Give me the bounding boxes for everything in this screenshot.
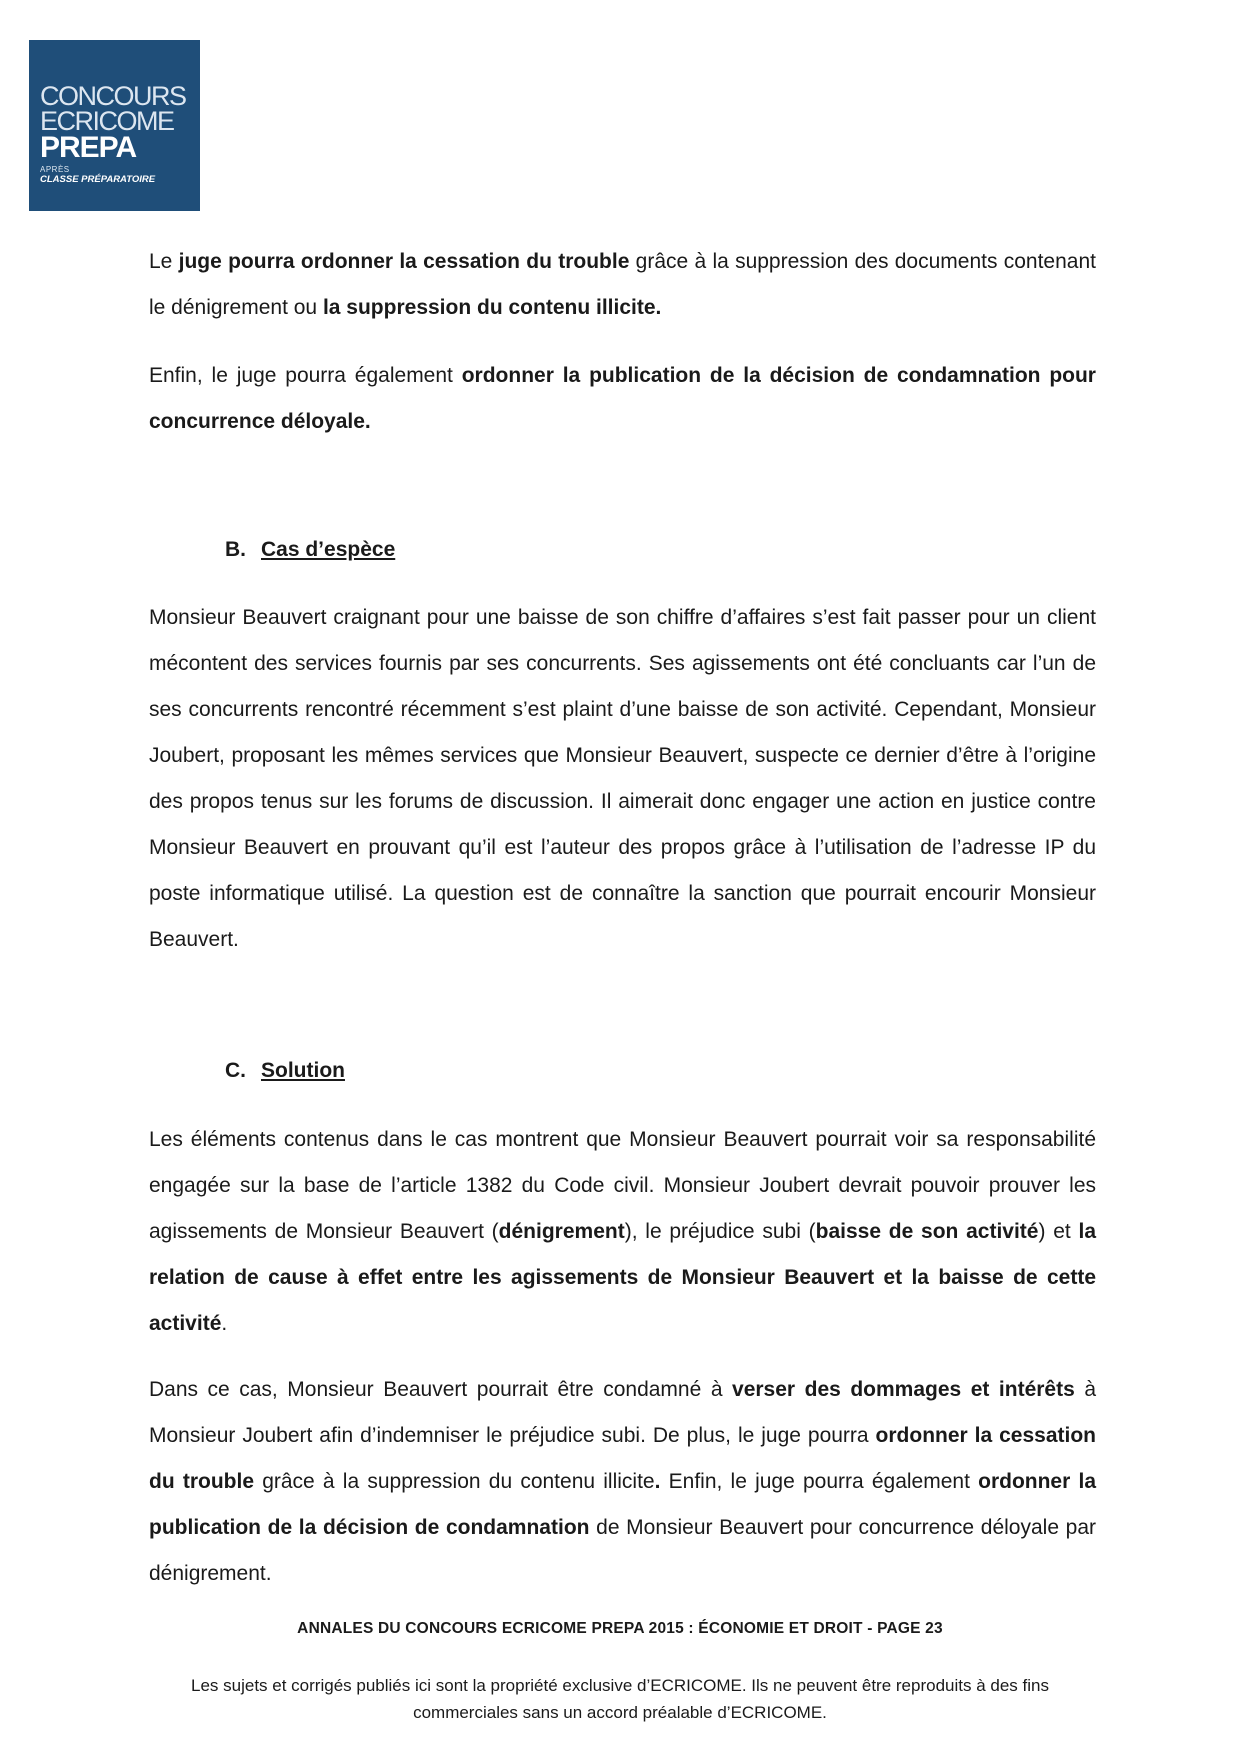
section-title: Cas d’espèce — [261, 538, 396, 561]
bold-text: dénigrement — [498, 1220, 625, 1243]
section-number: B. — [225, 538, 246, 561]
ecricome-logo — [29, 40, 200, 211]
bold-text: la relation de cause à effet entre les agissements de Monsieur Beauvert et la baisse de cette activité — [149, 1220, 1096, 1335]
section-heading-c — [225, 1059, 345, 1083]
bold-text: baisse de son activité — [815, 1220, 1039, 1243]
logo-line-concours: CONCOURS — [40, 81, 186, 111]
section-number: C. — [225, 1059, 246, 1082]
paragraph-condamnation — [149, 1367, 1096, 1597]
logo-line-classe: CLASSE PRÉPARATOIRE — [40, 174, 156, 185]
bold-text: juge pourra ordonner la cessation du trouble — [178, 250, 630, 273]
logo-line-prepa: PREPA — [40, 131, 137, 164]
logo-line-ecricome: ECRICOME — [40, 106, 174, 136]
paragraph-cas-espece: Monsieur Beauvert craignant pour une baisse de son chiffre d’affaires s’est fait passer pour un client mécontent des services fournis par ses concurrents. Ses agissements ont été concluants car l’un de ses concurrents rencontré récemment s’est plaint d’une baisse de son activité. Cependant, Monsieur Joubert, proposant les mêmes services que Monsieur Beauvert, suspecte ce dernier d’être à l’origine des propos tenus sur les forums de discussion. Il aimerait donc engager une action en justice contre Monsieur Beauvert en prouvant qu’il est l’auteur des propos grâce à l’utilisation de l’adresse IP du poste informatique utilisé. La question est de connaître la sanction que pourrait encourir Monsieur Beauvert. — [149, 606, 1096, 951]
text: grâce à la suppression des documents contenant le dénigrement ou — [149, 250, 1096, 319]
text: grâce à la suppression du contenu illicite — [254, 1470, 655, 1493]
footer-copyright-note: Les sujets et corrigés publiés ici sont la propriété exclusive d’ECRICOME. Ils ne peuvent être reproduits à des fins commerciales sans un accord préalable d’ECRICOME. — [191, 1676, 1049, 1722]
text: Dans ce cas, Monsieur Beauvert pourrait être condamné à — [149, 1378, 733, 1401]
text: Enfin, le juge pourra également — [660, 1470, 979, 1493]
text: . — [221, 1312, 228, 1335]
section-heading-b — [225, 538, 395, 562]
text: Les éléments contenus dans le cas montrent que Monsieur Beauvert pourrait voir sa responsabilité engagée sur la base de l’article 1382 du Code civil. Monsieur Joubert devrait pouvoir prouver les agissements de Monsieur Beauvert ( — [149, 1128, 1096, 1243]
footer-title: ANNALES DU CONCOURS ECRICOME PREPA 2015 : ÉCONOMIE ET DROIT - PAGE 23 — [297, 1620, 943, 1637]
bold-text: . — [654, 1470, 661, 1493]
paragraph-cessation — [149, 239, 1096, 331]
bold-text: ordonner la cessation du trouble — [149, 1424, 1096, 1493]
bold-text: ordonner la publication de la décision de condamnation pour concurrence déloyale. — [149, 364, 1096, 433]
text: ), le préjudice subi ( — [624, 1220, 816, 1243]
bold-text: la suppression du contenu illicite. — [322, 296, 662, 319]
paragraph-solution — [149, 1117, 1096, 1347]
text: Enfin, le juge pourra également — [149, 364, 462, 387]
paragraph-publication — [149, 353, 1096, 445]
logo-line-apres: APRÈS — [40, 165, 70, 174]
bold-text: ordonner la publication de la décision de condamnation — [149, 1470, 1096, 1539]
text: ) et — [1038, 1220, 1079, 1243]
text: à Monsieur Joubert afin d’indemniser le préjudice subi. De plus, le juge pourra — [149, 1378, 1097, 1447]
bold-text: verser des dommages et intérêts — [732, 1378, 1075, 1401]
text: de Monsieur Beauvert pour concurrence déloyale par dénigrement. — [149, 1516, 1096, 1585]
section-title: Solution — [261, 1059, 345, 1082]
text: Le — [149, 250, 179, 273]
